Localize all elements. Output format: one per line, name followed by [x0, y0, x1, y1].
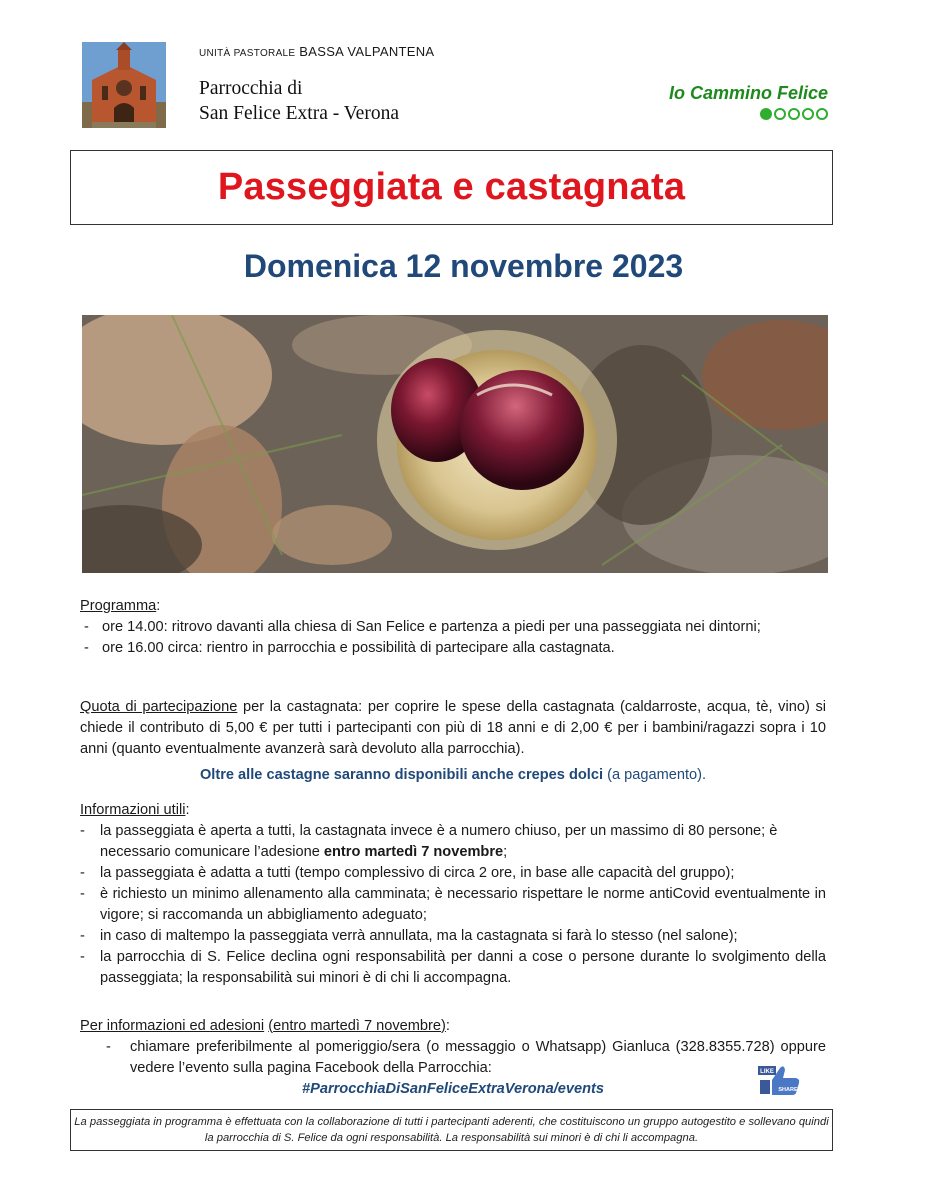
parish-line1: Parrocchia di	[199, 78, 303, 99]
program-item-1: ore 14.00: ritrovo davanti alla chiesa di San Felice e partenza a piedi per una passeggiata nei dintorni;	[102, 619, 761, 635]
contact-section: Per informazioni ed adesioni (entro martedì 7 novembre): - chiamare preferibilmente al pomeriggio/sera (o messaggio o Whatsapp) Gianluca (328.8355.728) oppure vedere l’evento sulla pagina Facebook della Parrocchia: #ParrocchiaDiSanFeliceExtraVerona/events	[80, 1016, 826, 1100]
progress-dot	[816, 108, 828, 120]
contact-item: chiamare preferibilmente al pomeriggio/sera (o messaggio o Whatsapp) Gianluca (328.8355.728) oppure vedere l’evento sulla pagina Facebook della Parrocchia:	[130, 1039, 826, 1076]
info-item-3: è richiesto un minimo allenamento alla camminata; è necessario rispettare le norme antiCovid eventualmente in vigore; si raccomanda un abbigliamento adeguato;	[100, 886, 826, 923]
chestnut-photo	[82, 315, 828, 573]
program-heading: Programma	[80, 598, 157, 614]
contact-deadline: entro martedì 7 novembre	[273, 1018, 442, 1034]
unit-name: BASSA VALPANTENA	[299, 44, 435, 59]
pastoral-unit	[199, 44, 434, 59]
crepes-rest: (a pagamento).	[603, 767, 707, 783]
info-heading: Informazioni utili	[80, 802, 186, 818]
title-box	[70, 150, 833, 225]
crepes-note	[80, 765, 826, 786]
list-item: - chiamare preferibilmente al pomeriggio/sera (o messaggio o Whatsapp) Gianluca (328.8355.728) oppure vedere l’evento sulla pagina Facebook della Parrocchia:	[80, 1037, 826, 1079]
header	[82, 40, 834, 132]
program-section: Programma: - ore 14.00: ritrovo davanti alla chiesa di San Felice e partenza a piedi per una passeggiata nei dintorni; - ore 16.00 circa: rientro in parrocchia e possibilità di partecipare alla castagnata.	[80, 596, 826, 659]
info-item-1-bold: entro martedì 7 novembre	[323, 844, 504, 860]
crepes-bold: Oltre alle castagne saranno disponibili anche crepes dolci	[199, 767, 604, 783]
parish-line2: San Felice Extra - Verona	[199, 103, 399, 124]
info-item-4: in caso di maltempo la passeggiata verrà annullata, ma la castagnata si farà lo stesso (nel salone);	[100, 928, 738, 944]
church-image	[82, 42, 166, 128]
brand	[669, 83, 828, 120]
progress-dot	[788, 108, 800, 120]
list-item: - la passeggiata è adatta a tutti (tempo complessivo di circa 2 ore, in base alle capacità del gruppo);	[80, 865, 735, 881]
program-item-2: ore 16.00 circa: rientro in parrocchia e possibilità di partecipare alla castagnata.	[102, 640, 615, 656]
info-section: Informazioni utili: - la passeggiata è aperta a tutti, la castagnata invece è a numero chiuso, per un massimo di 80 persone; è necessario comunicare l’adesione entro martedì 7 novembre; - la passeggiata è adatta a tutti (tempo complessivo di circa 2 ore, in base alle capacità del gruppo); - è richiesto un minimo allenamento alla camminata; è necessario rispettare le norme antiCovid eventualmente in vigore; si raccomanda un abbigliamento adeguato; - in caso di maltempo la passeggiata verrà annullata, ma la castagnata si farà lo stesso (nel salone); - la parrocchia di S. Felice declina ogni responsabilità per danni a cose o persone durante lo svolgimento della passeggiata; la responsabilità sui minori è di chi li accompagna.	[80, 800, 826, 989]
progress-dot-filled	[760, 108, 772, 120]
facebook-hashtag[interactable]: #ParrocchiaDiSanFeliceExtraVerona/events	[301, 1081, 605, 1097]
list-item: - in caso di maltempo la passeggiata verrà annullata, ma la castagnata si farà lo stesso (nel salone);	[80, 928, 738, 944]
event-title: Passeggiata e castagnata	[217, 166, 686, 208]
parish-name	[199, 76, 399, 126]
list-item: - la passeggiata è aperta a tutti, la castagnata invece è a numero chiuso, per un massimo di 80 persone; è necessario comunicare l’adesione entro martedì 7 novembre;	[80, 823, 778, 860]
like-label: LIKE	[760, 1069, 774, 1075]
fee-heading: Quota di partecipazione	[80, 699, 238, 715]
facebook-like-share-icon[interactable]	[750, 1060, 818, 1098]
fee-text: per la castagnata: per coprire le spese della castagnata (caldarroste, acqua, tè, vino) si chiede il contributo di 5,00 € per tutti i partecipanti con più di 18 anni e di 2,00 € per i bambini/ragazzi sopra i 10 anni (quanto eventualmente avanzerà sarà devoluto alla parrocchia).	[80, 699, 826, 757]
progress-dot	[802, 108, 814, 120]
list-item: - è richiesto un minimo allenamento alla camminata; è necessario rispettare le norme antiCovid eventualmente in vigore; si raccomanda un abbigliamento adeguato;	[80, 886, 826, 923]
contact-heading: Per informazioni ed adesioni	[80, 1018, 265, 1034]
event-date: Domenica 12 novembre 2023	[243, 248, 684, 284]
list-item: - ore 16.00 circa: rientro in parrocchia e possibilità di partecipare alla castagnata.	[84, 640, 615, 656]
unit-prefix: UNITÀ PASTORALE	[199, 48, 296, 59]
progress-dot	[774, 108, 786, 120]
info-item-1a: la passeggiata è aperta a tutti, la castagnata invece è a numero chiuso, per un massimo di 80 persone; è necessario comunicare l’adesione	[100, 823, 778, 860]
fee-section	[80, 697, 826, 760]
disclaimer-text: La passeggiata in programma è effettuata con la collaborazione di tutti i partecipanti aderenti, che costituiscono un gruppo autogestito e sollevano quindi la parrocchia di S. Felice da ogni responsabilità. La responsabilità sui minori è di chi li accompagna.	[74, 1116, 829, 1144]
list-item: - la parrocchia di S. Felice declina ogni responsabilità per danni a cose o persone durante lo svolgimento della passeggiata; la responsabilità sui minori è di chi li accompagna.	[80, 949, 826, 986]
list-item: - ore 14.00: ritrovo davanti alla chiesa di San Felice e partenza a piedi per una passeggiata nei dintorni;	[80, 617, 826, 638]
info-item-5: la parrocchia di S. Felice declina ogni responsabilità per danni a cose o persone durante lo svolgimento della passeggiata; la responsabilità sui minori è di chi li accompagna.	[100, 949, 826, 986]
info-item-2: la passeggiata è adatta a tutti (tempo complessivo di circa 2 ore, in base alle capacità del gruppo);	[100, 865, 735, 881]
share-label: SHARE	[778, 1087, 798, 1093]
info-item-1b: ;	[503, 844, 508, 860]
progress-dots	[669, 108, 828, 120]
disclaimer-box	[70, 1109, 833, 1151]
brand-name: Io Cammino Felice	[668, 83, 828, 103]
